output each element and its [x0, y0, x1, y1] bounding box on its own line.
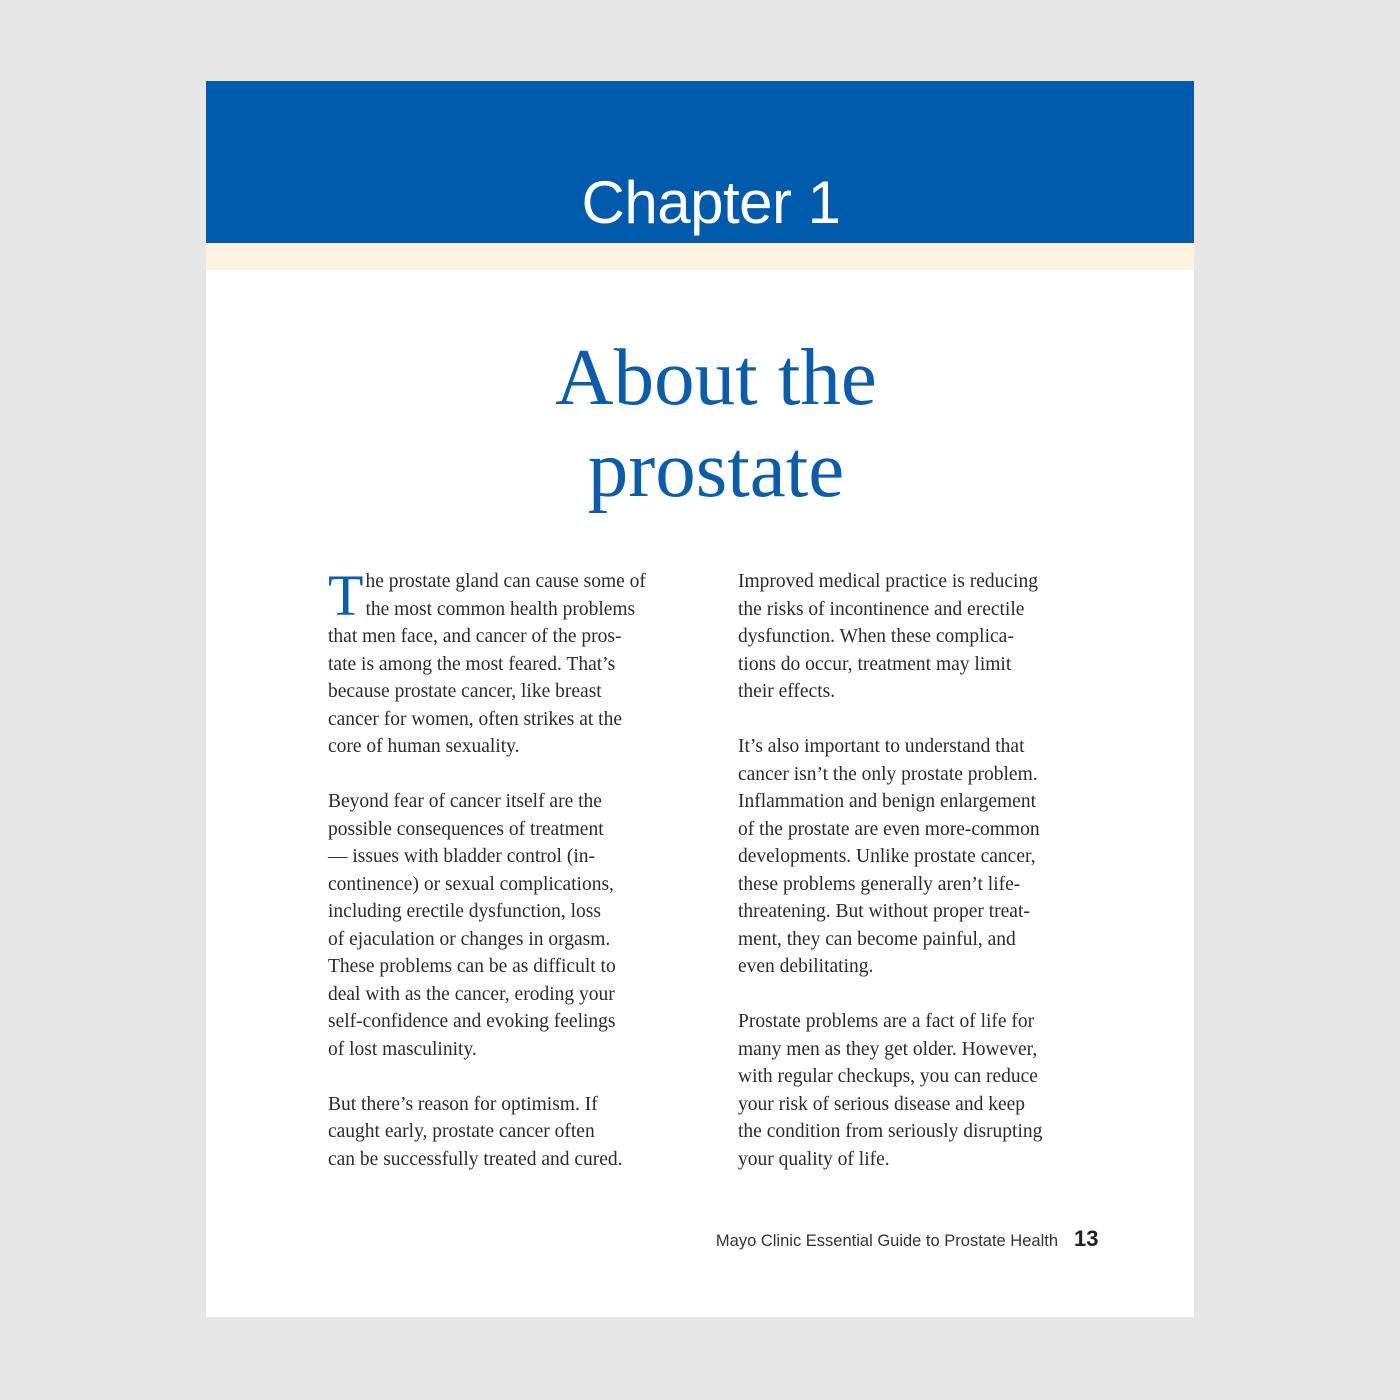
drop-cap: T: [328, 563, 364, 628]
body-line: your risk of serious disease and keep: [738, 1093, 1026, 1115]
body-line: Beyond fear of cancer itself are the: [328, 791, 602, 812]
body-line: of the prostate are even more-common: [738, 818, 1040, 840]
body-line: Improved medical practice is reducing: [738, 571, 1038, 592]
body-line: that men face, and cancer of the pros-: [328, 626, 622, 647]
body-line: of lost masculinity.: [328, 1038, 477, 1060]
paragraph-gap: [328, 1063, 698, 1091]
body-line: he prostate gland can cause some of: [365, 571, 646, 592]
paragraph-gap: [738, 706, 1108, 734]
body-line: can be successfully treated and cured.: [328, 1148, 623, 1170]
body-line: These problems can be as difficult to: [328, 956, 616, 977]
body-line: the most common health problems: [365, 598, 636, 620]
body-line: threatening. But without proper treat-: [738, 901, 1030, 922]
body-line: their effects.: [738, 681, 836, 702]
body-line: It’s also important to understand that: [738, 736, 1025, 757]
body-line: tate is among the most feared. That’s: [328, 653, 616, 675]
right-text-column: [738, 568, 1108, 1173]
body-line: many men as they get older. However,: [738, 1038, 1038, 1060]
chapter-label: Chapter 1: [581, 169, 841, 236]
body-line: possible consequences of treatment: [328, 818, 604, 840]
body-line: developments. Unlike prostate cancer,: [738, 846, 1036, 867]
body-line: because prostate cancer, like breast: [328, 681, 602, 702]
page-number: 13: [1074, 1226, 1099, 1251]
body-line: deal with as the cancer, eroding your: [328, 983, 615, 1005]
body-line: ment, they can become painful, and: [738, 928, 1016, 950]
running-footer-title: Mayo Clinic Essential Guide to Prostate Health: [715, 1232, 1058, 1250]
body-line: the condition from seriously disrupting: [738, 1121, 1043, 1142]
body-line: cancer for women, often strikes at the: [328, 708, 623, 730]
body-line: caught early, prostate cancer often: [328, 1121, 595, 1142]
chapter-title: [206, 331, 1226, 515]
chapter-title-line-2: prostate: [587, 424, 845, 514]
body-line: cancer isn’t the only prostate problem.: [738, 763, 1038, 785]
left-text-column: [328, 563, 698, 1173]
body-line: tions do occur, treatment may limit: [738, 653, 1012, 675]
body-line: self-confidence and evoking feelings: [328, 1011, 616, 1032]
paragraph-gap: [738, 981, 1108, 1009]
body-line: with regular checkups, you can reduce: [738, 1066, 1038, 1087]
book-page: [206, 81, 1194, 1317]
paragraph-gap: [328, 761, 698, 789]
body-line: — issues with bladder control (in-: [328, 846, 595, 867]
body-line: your quality of life.: [738, 1148, 890, 1170]
body-line: But there’s reason for optimism. If: [328, 1093, 598, 1115]
body-line: Prostate problems are a fact of life for: [738, 1011, 1035, 1032]
body-line: even debilitating.: [738, 956, 874, 977]
body-line: of ejaculation or changes in orgasm.: [328, 928, 611, 950]
body-line: continence) or sexual complications,: [328, 873, 614, 895]
body-line: dysfunction. When these complica-: [738, 626, 1014, 647]
banner-accent-strip: [206, 243, 1194, 270]
body-line: including erectile dysfunction, loss: [328, 901, 601, 922]
body-line: the risks of incontinence and erectile: [738, 598, 1025, 620]
body-line: these problems generally aren’t life-: [738, 873, 1021, 895]
body-line: core of human sexuality.: [328, 736, 520, 757]
chapter-title-line-1: About the: [555, 332, 877, 422]
body-line: Inflammation and benign enlargement: [738, 791, 1037, 812]
